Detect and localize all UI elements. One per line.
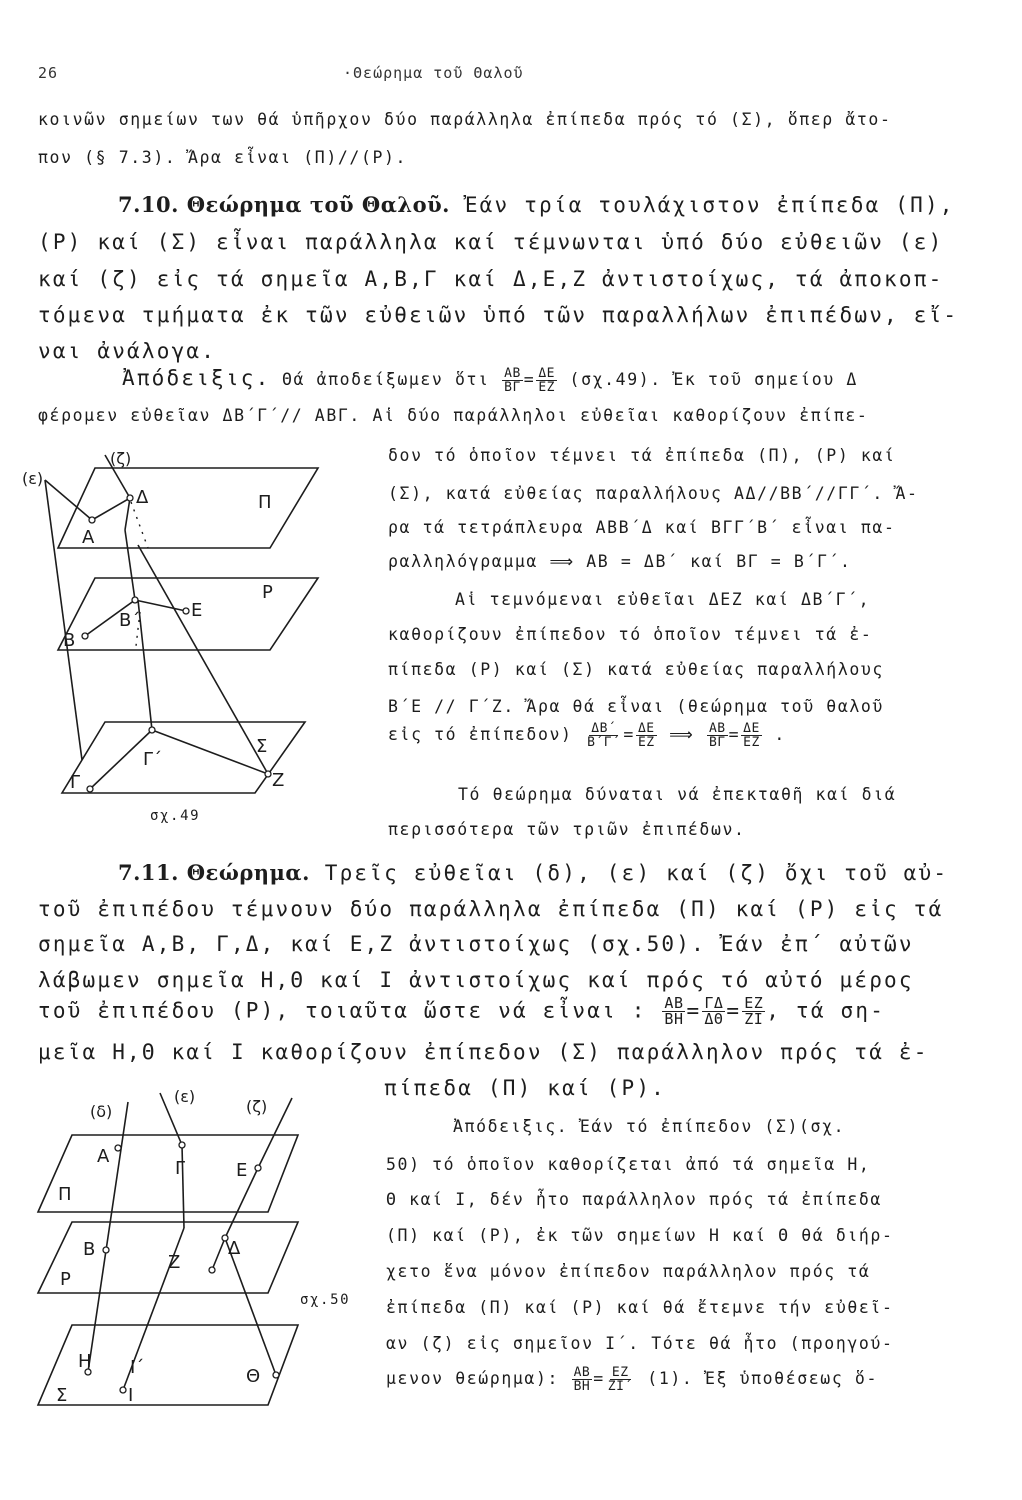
label-sigma: Σ bbox=[256, 736, 268, 757]
label-a: Α bbox=[97, 1146, 110, 1167]
label-epsilon: (ε) bbox=[22, 469, 44, 488]
text-fragment: Θά ἀποδείξωμεν ὅτι bbox=[281, 370, 490, 389]
running-title: ·Θεώρημα τοῦ Θαλοῦ bbox=[343, 64, 524, 82]
line-delta bbox=[88, 1102, 128, 1372]
text-line: (Ρ) καί (Σ) εἶναι παράλληλα καί τέμνωνται ὑπό δύο εὐθειῶν (ε) bbox=[38, 230, 944, 254]
implies-symbol: ⟹ bbox=[669, 725, 695, 744]
text-fragment: εἰς τό ἐπίπεδον) bbox=[388, 725, 573, 744]
plane-pi bbox=[38, 1135, 298, 1212]
text-line: δον τό ὁποῖον τέμνει τά ἐπίπεδα (Π), (Ρ) καί bbox=[388, 446, 896, 465]
text-line: μεῖα Η,Θ καί Ι καθορίζουν ἐπίπεδον (Σ) παράλληλον πρός τά ἐ- bbox=[38, 1040, 929, 1064]
text-line: Θ καί Ι, δέν ἦτο παράλληλον πρός τά ἐπίπεδα bbox=[386, 1190, 882, 1209]
label-b: Β bbox=[63, 630, 76, 651]
text-line: πίπεδα (Π) καί (Ρ). bbox=[384, 1076, 667, 1100]
label-z: Ζ bbox=[272, 770, 285, 791]
label-b: Β bbox=[83, 1239, 96, 1260]
page-number: 26 bbox=[38, 64, 59, 82]
segment-gp-z bbox=[152, 730, 268, 774]
equation-line: τοῦ ἐπιπέδου (Ρ), τοιαῦτα ὥστε νά εἶναι : $\frac{AB}{BH}$ = $\frac{\Gamma\Delta}{\Delta\Theta}$ = $\frac{EZ}{ZI}$ , τά ση- bbox=[38, 994, 886, 1028]
text-fragment: (σχ.49). Ἐκ τοῦ σημείου Δ bbox=[569, 370, 858, 389]
text-line: Β΄Ε // Γ΄Ζ. Ἄρα θά εἶναι (θεώρημα τοῦ θαλοῦ bbox=[388, 697, 884, 716]
text-line: πίπεδα (Ρ) καί (Σ) κατά εὐθείας παραλλήλους bbox=[388, 660, 884, 679]
text-line: πον (§ 7.3). Ἄρα εἶναι (Π)//(Ρ). bbox=[38, 148, 408, 167]
text-line: περισσότερα τῶν τριῶν ἐπιπέδων. bbox=[388, 820, 746, 839]
theorem-710-paragraph bbox=[118, 192, 955, 217]
fraction: $\frac{\Delta E}{EZ}$ bbox=[743, 721, 760, 750]
text-line: Τό θεώρημα δύναται νά ἐπεκταθῆ καί διά bbox=[458, 785, 897, 804]
text-line: αν (ζ) εἰς σημεῖον Ι΄. Τότε θά ἦτο (προηγού- bbox=[386, 1334, 894, 1353]
label-theta: Θ bbox=[246, 1366, 261, 1387]
theorem-711-title: 7.11. Θεώρημα. bbox=[118, 860, 310, 885]
segment-a-d bbox=[92, 498, 130, 520]
proof-710-line: Ἀπόδειξις. Θά ἀποδείξωμεν ὅτι $\frac{AB}{B\Gamma}$ = $\frac{\Delta E}{EZ}$ (σχ.49). Ἐκ τοῦ σημείου Δ bbox=[122, 366, 858, 395]
text-line: ραλληλόγραμμα ⟹ ΑΒ = ΔΒ΄ καί ΒΓ = Β΄Γ΄. bbox=[388, 552, 852, 571]
label-i-prime: Ι΄ bbox=[130, 1357, 145, 1378]
label-pi: Π bbox=[58, 1184, 72, 1205]
text-line: καθορίζουν ἐπίπεδον τό ὁποῖον τέμνει τά ἐ- bbox=[388, 625, 873, 644]
label-delta: Δ bbox=[136, 487, 149, 508]
text-line: (Σ), κατά εὐθείας παραλλήλους ΑΔ//ΒΒ΄//ΓΓ΄. Ἄ- bbox=[388, 484, 919, 503]
text-fragment: τοῦ ἐπιπέδου (Ρ), τοιαῦτα ὥστε νά εἶναι : bbox=[38, 998, 647, 1023]
text-line: χετο ἕνα μόνον ἐπίπεδον παράλληλον πρός τά bbox=[386, 1262, 871, 1281]
text-line: λάβωμεν σημεῖα Η,Θ καί Ι ἀντιστοίχως καί πρός τό αὐτό μέρος bbox=[38, 968, 914, 992]
label-e: Ε bbox=[191, 600, 203, 621]
label-a: Α bbox=[82, 527, 95, 548]
label-delta-line: (δ) bbox=[90, 1102, 113, 1121]
fraction: $\frac{AB}{BH}$ bbox=[573, 1365, 591, 1394]
fraction: $\frac{AB}{B\Gamma}$ bbox=[504, 366, 521, 395]
label-zeta-line: (ζ) bbox=[246, 1097, 268, 1116]
label-d: Δ bbox=[228, 1238, 241, 1259]
label-epsilon-line: (ε) bbox=[174, 1087, 196, 1106]
label-b-prime: Β΄ bbox=[119, 610, 141, 631]
label-e: Ε bbox=[236, 1160, 248, 1181]
figure-50 bbox=[0, 1080, 380, 1500]
text-line: καί (ζ) εἰς τά σημεῖα Α,Β,Γ καί Δ,Ε,Ζ ἀντιστοίχως, τά ἀποκοπ- bbox=[38, 267, 944, 291]
fraction: $\frac{\Delta E}{EZ}$ bbox=[538, 366, 555, 395]
text-line: Τρεῖς εὐθεῖαι (δ), (ε) καί (ζ) ὄχι τοῦ αὐ- bbox=[324, 861, 949, 885]
text-line: τόμενα τμήματα ἐκ τῶν εὐθειῶν ὑπό τῶν παραλλήλων ἐπιπέδων, εἴ- bbox=[38, 303, 959, 327]
text-fragment: μενον θεώρημα): bbox=[386, 1369, 560, 1388]
text-line: σημεῖα Α,Β, Γ,Δ, καί Ε,Ζ ἀντιστοίχως (σχ.50). Ἐάν ἐπ΄ αὐτῶν bbox=[38, 932, 914, 956]
equation-line: μενον θεώρημα): $\frac{AB}{BH}$ = $\frac{EZ}{ZI΄}$ (1). Ἐξ ὑποθέσεως ὅ- bbox=[386, 1365, 878, 1394]
theorem-711-paragraph bbox=[118, 860, 948, 885]
label-h: Η bbox=[78, 1351, 92, 1372]
fraction: $\frac{EZ}{ZI}$ bbox=[744, 994, 764, 1028]
equation-line: εἰς τό ἐπίπεδον) $\frac{\Delta B΄}{B΄\Gamma΄}$ = $\frac{\Delta E}{EZ}$ ⟹ $\frac{AB}{B\Gamma}$ = $\frac{\Delta E}{EZ}$ . bbox=[388, 721, 786, 750]
line-zeta-lower bbox=[138, 545, 268, 774]
figure-49-caption: σχ.49 bbox=[150, 808, 201, 824]
fraction: $\frac{EZ}{ZI΄}$ bbox=[607, 1365, 633, 1394]
text-line: φέρομεν εὐθεῖαν ΔΒ΄Γ΄// ΑΒΓ. Αἱ δύο παράλληλοι εὐθεῖαι καθορίζουν ἐπίπε- bbox=[38, 406, 869, 425]
label-z: Ζ bbox=[168, 1252, 181, 1273]
text-line: (Π) καί (Ρ), ἐκ τῶν σημείων Η καί Θ θά διήρ- bbox=[386, 1226, 894, 1245]
text-line: ρα τά τετράπλευρα ΑΒΒ΄Δ καί ΒΓΓ΄Β΄ εἶναι πα- bbox=[388, 518, 896, 537]
label-pi: Π bbox=[258, 492, 272, 513]
text-fragment: τά ση- bbox=[795, 998, 886, 1023]
fraction: $\frac{\Delta B΄}{B΄\Gamma΄}$ bbox=[587, 721, 621, 750]
figure-50-caption: σχ.50 bbox=[300, 1292, 351, 1308]
label-rho: Ρ bbox=[60, 1269, 71, 1290]
line-epsilon-top bbox=[45, 480, 92, 520]
label-i: Ι bbox=[128, 1385, 134, 1406]
text-line: κοινῶν σημείων των θά ὑπῆρχον δύο παράλληλα ἐπίπεδα πρός τό (Σ), ὅπερ ἄτο- bbox=[38, 110, 892, 129]
theorem-710-title: 7.10. Θεώρημα τοῦ Θαλοῦ. bbox=[118, 192, 450, 217]
fraction: $\frac{\Gamma\Delta}{\Delta\Theta}$ bbox=[704, 994, 724, 1028]
text-fragment: (1). Ἐξ ὑποθέσεως ὅ- bbox=[647, 1369, 878, 1388]
fraction: $\frac{\Delta E}{EZ}$ bbox=[637, 721, 655, 750]
line-db bbox=[125, 498, 130, 530]
text-line: 50) τό ὁποῖον καθορίζεται ἀπό τά σημεῖα Η, bbox=[386, 1155, 871, 1174]
text-line: τοῦ ἐπιπέδου τέμνουν δύο παράλληλα ἐπίπεδα (Π) καί (Ρ) εἰς τά bbox=[38, 897, 944, 921]
fraction: $\frac{AB}{B\Gamma}$ bbox=[708, 721, 726, 750]
label-sigma: Σ bbox=[56, 1385, 68, 1406]
text-line: Ἀπόδειξις. Ἐάν τό ἐπίπεδον (Σ)(σχ. bbox=[453, 1117, 846, 1136]
line-epsilon bbox=[45, 480, 82, 760]
text-line: Αἱ τεμνόμεναι εὐθεῖαι ΔΕΖ καί ΔΒ΄Γ΄, bbox=[455, 590, 871, 609]
plane-sigma bbox=[38, 1325, 298, 1405]
label-g-prime: Γ΄ bbox=[143, 749, 163, 770]
plane-sigma bbox=[62, 722, 305, 793]
label-g: Γ bbox=[70, 772, 81, 793]
text-line: Ἐάν τρία τουλάχιστον ἐπίπεδα (Π), bbox=[464, 193, 955, 217]
segment-bp-e bbox=[135, 600, 186, 611]
label-g: Γ bbox=[175, 1158, 186, 1179]
text-line: ἐπίπεδα (Π) καί (Ρ) καί θά ἔτεμνε τήν εὐθεῖ- bbox=[386, 1298, 894, 1317]
proof-label: Ἀπόδειξις. bbox=[122, 366, 271, 390]
label-zeta: (ζ) bbox=[110, 449, 132, 468]
fraction: $\frac{AB}{BH}$ bbox=[664, 994, 684, 1028]
text-line: ναι ἀνάλογα. bbox=[38, 339, 217, 363]
plane-pi bbox=[58, 468, 318, 548]
figure-49 bbox=[0, 440, 390, 840]
label-rho: Ρ bbox=[262, 582, 273, 603]
